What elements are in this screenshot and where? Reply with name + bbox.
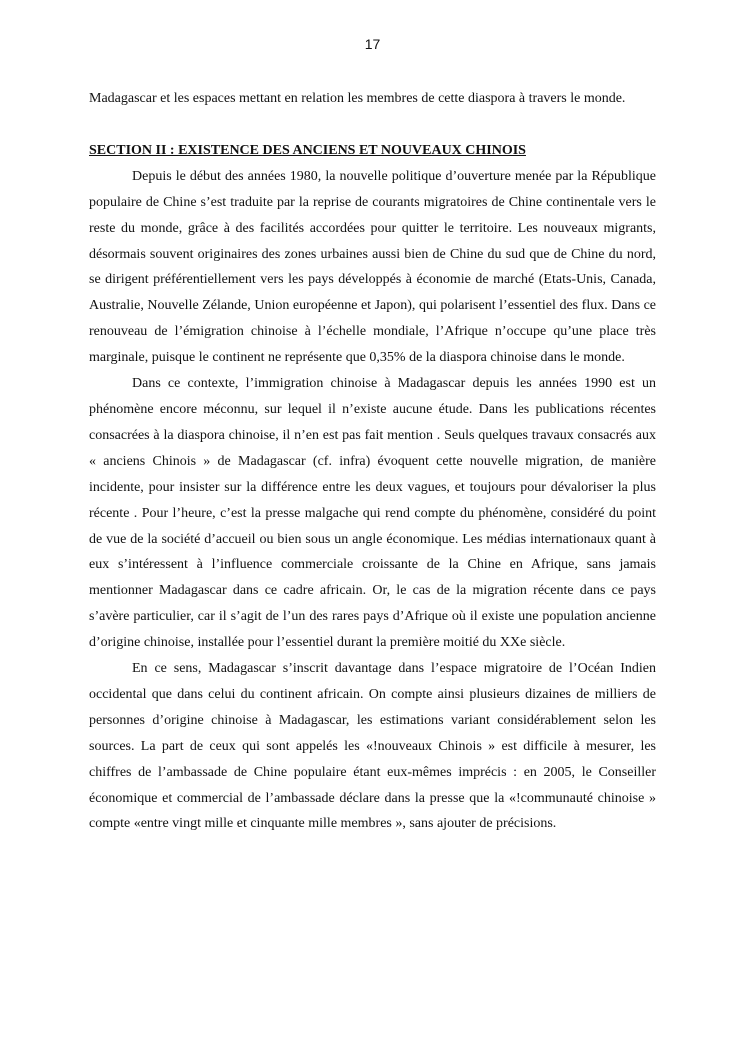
paragraph-3: En ce sens, Madagascar s’inscrit davantage dans l’espace migratoire de l’Océan Indien occidental que dans celui du continent africain. On compte ainsi plusieurs dizaines de milliers de personnes d’origine chinoise à Madagascar, les estimations variant considérablement selon les sources. La part de ceux qui sont appelés les «!nouveaux Chinois » est difficile à mesurer, les chiffres de l’ambassade de Chine populaire étant eux-mêmes imprécis : en 2005, le Conseiller économique et commercial de l’ambassade déclare dans la presse que la «!communauté chinoise » compte «entre vingt mille et cinquante mille membres », sans ajouter de précisions. <box>89 661 656 832</box>
page-body <box>89 86 656 837</box>
page-number: 17 <box>364 36 381 52</box>
section-title: SECTION II : EXISTENCE DES ANCIENS ET NOUVEAUX CHINOIS <box>89 142 526 158</box>
intro-paragraph: Madagascar et les espaces mettant en relation les membres de cette diaspora à travers le monde. <box>89 91 626 106</box>
paragraph-1: Depuis le début des années 1980, la nouvelle politique d’ouverture menée par la République populaire de Chine s’est traduite par la reprise de courants migratoires de Chine continentale vers le reste du monde, grâce à des facilités accordées pour quitter le territoire. Les nouveaux migrants, désormais souvent originaires des zones urbaines aussi bien de Chine du sud que de Chine du nord, se dirigent préférentiellement vers les pays développés à économie de marché (Etats-Unis, Canada, Australie, Nouvelle Zélande, Union européenne et Japon), qui polarisent l’essentiel des flux. Dans ce renouveau de l’émigration chinoise à l’échelle mondiale, l’Afrique n’occupe qu’une place très marginale, puisque le continent ne représente que 0,35% de la diaspora chinoise dans le monde. <box>89 168 656 366</box>
paragraph-2: Dans ce contexte, l’immigration chinoise à Madagascar depuis les années 1990 est un phénomène encore méconnu, sur lequel il n’existe aucune étude. Dans les publications récentes consacrées à la diaspora chinoise, il n’en est pas fait mention . Seuls quelques travaux consacrés aux « anciens Chinois » de Madagascar (cf. infra) évoquent cette nouvelle migration, de manière incidente, pour insister sur la différence entre les deux vagues, et toujours pour dévaloriser la plus récente . Pour l’heure, c’est la presse malgache qui rend compte du phénomène, considéré du point de vue de la société d’accueil ou bien sous un angle économique. Les médias internationaux quant à eux s’intéressent à l’influence commerciale croissante de la Chine en Afrique, sans jamais mentionner Madagascar dans ce cadre africain. Or, le cas de la migration récente dans ce pays s’avère particulier, car il s’agit de l’un des rares pays d’Afrique où il existe une population ancienne d’origine chinoise, installée pour l’essentiel durant la première moitié du XXe siècle. <box>89 376 656 651</box>
